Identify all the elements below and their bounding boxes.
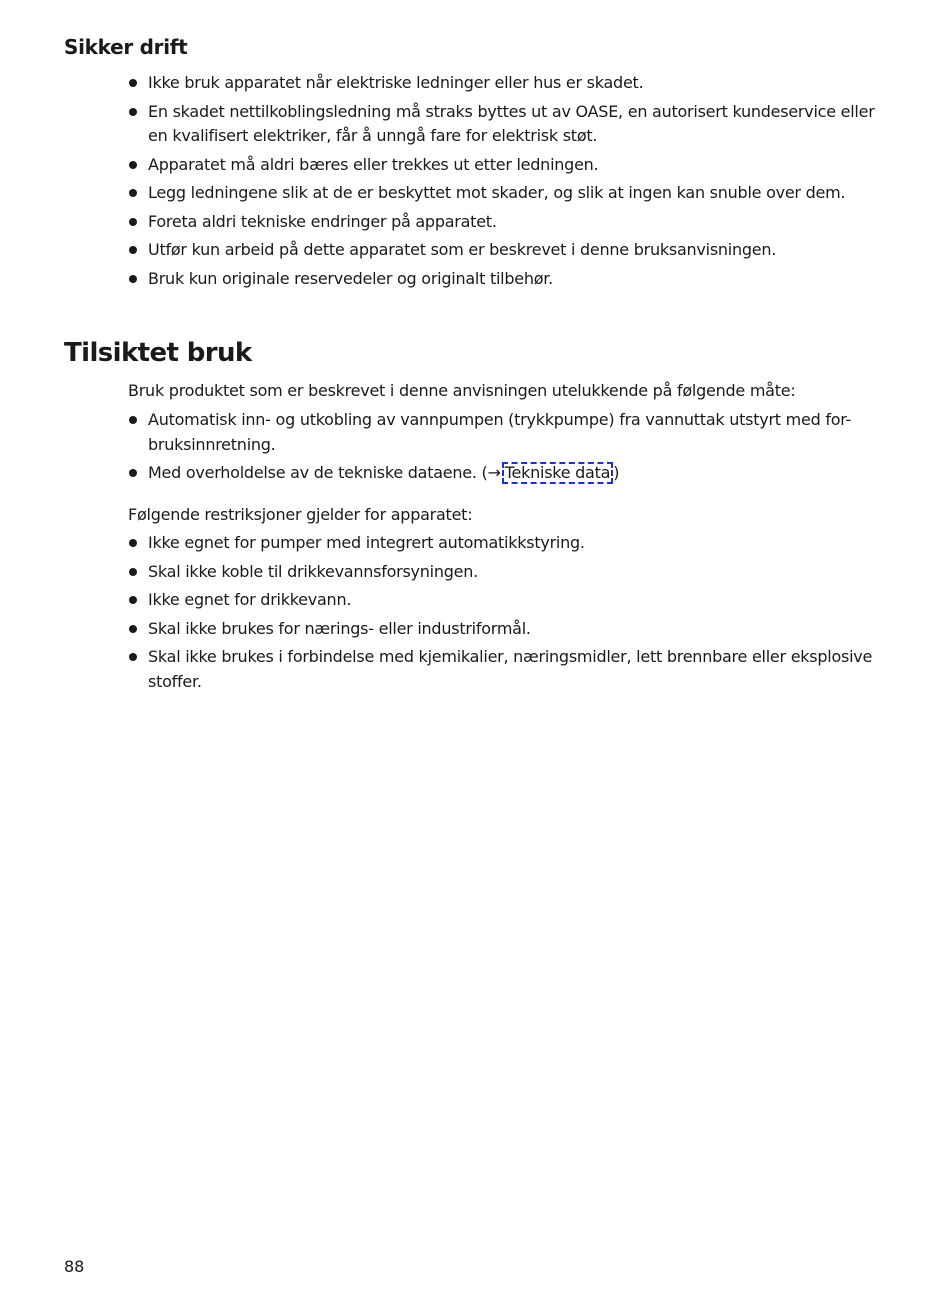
list-item: Apparatet må aldri bæres eller trekkes ut etter ledningen.	[128, 153, 883, 178]
intended-use-list	[128, 408, 883, 490]
heading-intended-use: Tilsiktet bruk	[64, 338, 252, 368]
list-item: Skal ikke brukes i forbindelse med kjemikalier, næringsmidler, lett brennbare eller eksplosive stoffer.	[128, 645, 883, 694]
tech-item-text: Med overholdelse av de tekniske dataene. (→	[148, 463, 501, 482]
tech-item-close: )	[613, 463, 620, 482]
list-item: Bruk kun originale reservedeler og originalt tilbehør.	[128, 267, 883, 292]
list-item: En skadet nettilkoblingsledning må straks byttes ut av OASE, en autorisert kundeservice eller en kvalifisert elektriker, får å unngå fare for elektrisk støt.	[128, 100, 883, 149]
restrictions-intro: Følgende restriksjoner gjelder for apparatet:	[128, 505, 473, 524]
restrictions-list	[128, 531, 883, 698]
list-item: Legg ledningene slik at de er beskyttet mot skader, og slik at ingen kan snuble over dem.	[128, 181, 883, 206]
safe-operation-list	[128, 71, 883, 295]
list-item: Skal ikke brukes for nærings- eller industriformål.	[128, 617, 883, 642]
list-item-technical-data	[128, 461, 883, 486]
technical-data-link[interactable]: Tekniske data	[502, 462, 614, 484]
list-item: Ikke bruk apparatet når elektriske ledninger eller hus er skadet.	[128, 71, 883, 96]
heading-safe-operation: Sikker drift	[64, 35, 188, 59]
list-item: Ikke egnet for pumper med integrert automatikkstyring.	[128, 531, 883, 556]
page-number: 88	[64, 1257, 85, 1276]
list-item: Utfør kun arbeid på dette apparatet som er beskrevet i denne bruksanvisningen.	[128, 238, 883, 263]
list-item: Ikke egnet for drikkevann.	[128, 588, 883, 613]
intended-use-intro: Bruk produktet som er beskrevet i denne anvisningen utelukkende på følgende måte:	[128, 381, 796, 400]
list-item: Automatisk inn- og utkobling av vannpumpen (trykkpumpe) fra vannuttak utstyrt med for-bruksinnretning.	[128, 408, 883, 457]
list-item: Skal ikke koble til drikkevannsforsyningen.	[128, 560, 883, 585]
list-item: Foreta aldri tekniske endringer på apparatet.	[128, 210, 883, 235]
